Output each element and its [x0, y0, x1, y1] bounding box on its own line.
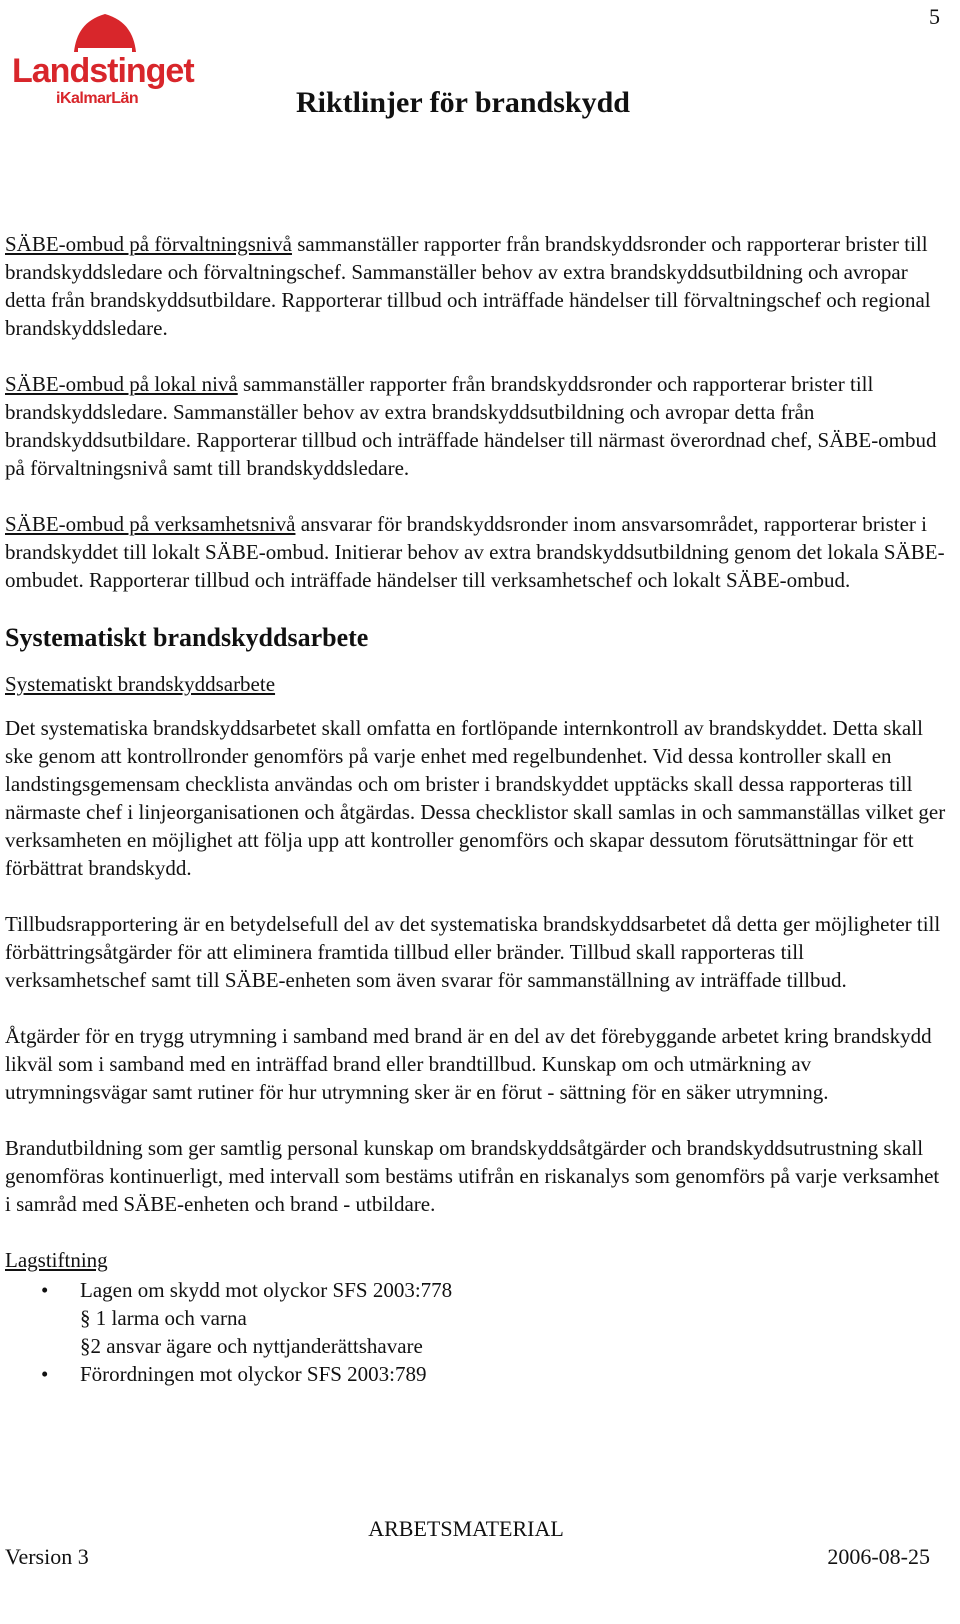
section-paragraph: Tillbudsrapportering är en betydelsefull del av det systematiska brandskyddsarbetet då detta ger möjligheter till förbättringsåtgärder för att eliminera framtida tillbud eller bränder. Tillbud skall rapporteras till verksamhetschef samt till SÄBE-enheten som även svarar för sammanställning av inträffade tillbud. — [5, 912, 941, 992]
bullet-icon: • — [41, 1278, 49, 1302]
list-item — [5, 1360, 950, 1388]
footer-version: Version 3 — [5, 1544, 89, 1569]
crown-icon — [70, 8, 140, 54]
law-section: §2 ansvar ägare och nyttjanderättshavare — [80, 1334, 423, 1358]
paragraph-text: sammanställer rapporter från brandskyddsronder och rapporterar brister till brandskyddsledare. Sammanställer behov av extra brandskyddsutbildning och avropar detta från brandskyddsutbildare. Rapporterar tillbud och inträffade händelser till närmast överordnad chef, SÄBE-ombud på förvaltningsnivå samt till brandskyddsledare. — [5, 372, 937, 480]
paragraph-lokal-niva — [5, 370, 950, 482]
logo-wordmark: Landstinget — [12, 52, 194, 90]
section-paragraph: Brandutbildning som ger samtlig personal kunskap om brandskyddsåtgärder och brandskyddsutrustning skall genomföras kontinuerligt, med intervall som bestäms utifrån en riskanalys som genomförs på varje verksamhet i samråd med SÄBE-enheten och brand - utbildare. — [5, 1136, 940, 1216]
legislation-title: Lagstiftning — [5, 1248, 108, 1272]
paragraph-text: ansvarar för brandskyddsronder inom ansvarsområdet, rapporterar brister i brandskyddet till lokalt SÄBE-ombud. Initierar behov av extra brandskyddsutbildning genom det lokala SÄBE-ombudet. Rapporterar tillbud och inträffade händelser till verksamhetschef och lokalt SÄBE-ombud. — [5, 512, 945, 592]
footer-status: ARBETSMATERIAL — [368, 1516, 564, 1541]
footer-date: 2006-08-25 — [827, 1544, 930, 1569]
role-label: SÄBE-ombud på förvaltningsnivå — [5, 232, 292, 256]
role-label: SÄBE-ombud på lokal nivå — [5, 372, 238, 396]
list-sub-item — [5, 1304, 950, 1332]
paragraph-verksamhetsniva — [5, 510, 950, 594]
paragraph-forvaltningsniva — [5, 230, 950, 342]
document-title: Riktlinjer för brandskydd — [296, 86, 630, 119]
role-label: SÄBE-ombud på verksamhetsnivå — [5, 512, 296, 536]
section-paragraph: Det systematiska brandskyddsarbetet skall omfatta en fortlöpande internkontroll av brandskyddet. Detta skall ske genom att kontrollronder genomförs på varje enhet med regelbundenhet. Vid dessa kontroller skall en landstingsgemensam checklista användas och om brister i brandskyddet upptäcks skall dessa rapporteras till närmaste chef i linjeorganisationen och åtgärdas. Dessa checklistor skall samlas in och sammanställas vilket ger verksamheten en möjlighet att följa upp att kontroller genomförs och skapar dessutom förutsättningar för ett förbättrat brandskydd. — [5, 716, 946, 880]
section-subheading: Systematiskt brandskyddsarbete — [5, 672, 276, 696]
legislation-list — [5, 1276, 950, 1388]
list-item — [5, 1276, 950, 1304]
section-heading: Systematiskt brandskyddsarbete — [5, 623, 369, 652]
law-section: § 1 larma och varna — [80, 1306, 247, 1330]
bullet-icon: • — [41, 1362, 49, 1386]
list-sub-item — [5, 1332, 950, 1360]
law-name: Lagen om skydd mot olyckor SFS 2003:778 — [80, 1278, 453, 1302]
logo-subtitle: iKalmarLän — [56, 90, 139, 107]
page-number: 5 — [929, 4, 940, 29]
section-paragraph: Åtgärder för en trygg utrymning i samband med brand är en del av det förebyggande arbetet kring brandskydd likväl som i samband med en inträffad brand eller brandtillbud. Kunskap om och utmärkning av utrymningsvägar samt rutiner för hur utrymning sker är en förut - sättning för en säker utrymning. — [5, 1024, 932, 1104]
landstinget-logo — [10, 8, 210, 118]
law-name: Förordningen mot olyckor SFS 2003:789 — [80, 1362, 427, 1386]
document-body — [5, 230, 950, 1388]
paragraph-text: sammanställer rapporter från brandskyddsronder och rapporterar brister till brandskyddsledare och förvaltningschef. Sammanställer behov av extra brandskyddsutbildning och avropar detta från brandskyddsutbildare. Rapporterar tillbud och inträffade händelser till förvaltningschef och regional brandskyddsledare. — [5, 232, 931, 340]
